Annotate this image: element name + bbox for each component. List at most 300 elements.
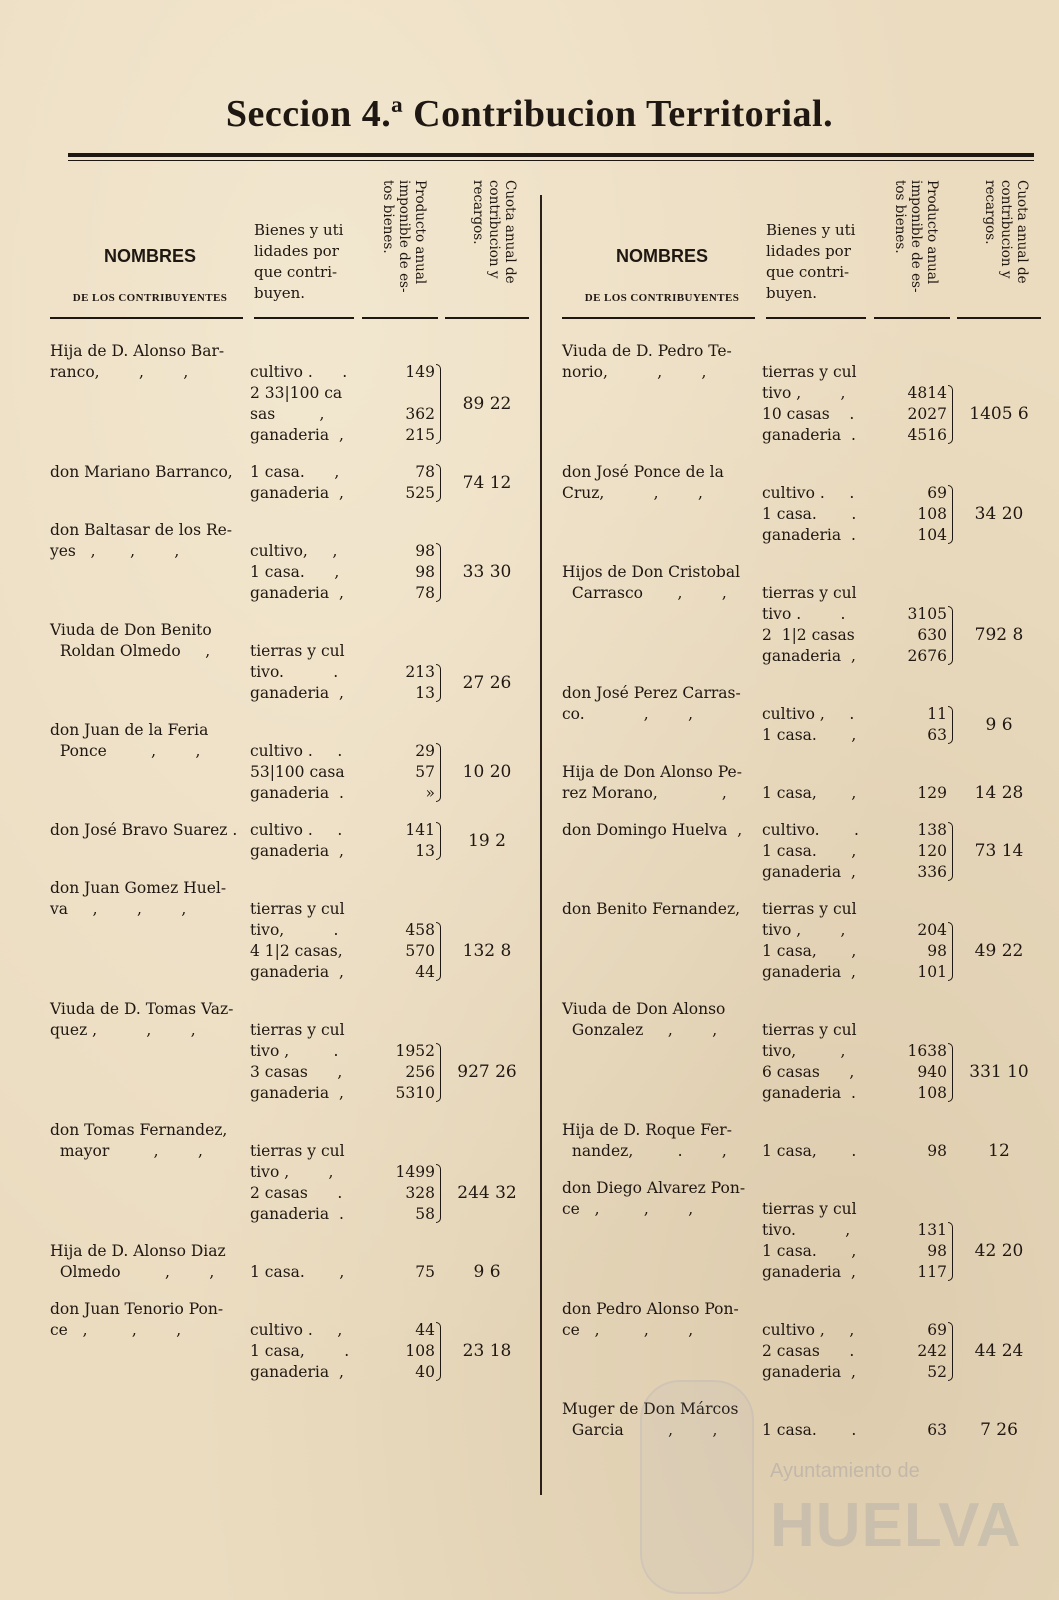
cuota-value: 927 26 <box>457 1062 517 1082</box>
bienes-item <box>762 941 947 962</box>
producto-value: 129 <box>917 784 947 802</box>
name-line: Muger de Don Márcos <box>562 1400 739 1418</box>
cuota-value: 33 30 <box>462 562 512 582</box>
table-row <box>562 683 1042 746</box>
producto-value: 2027 <box>907 405 947 423</box>
bienes-item <box>250 962 435 983</box>
table-row <box>50 1120 530 1225</box>
producto-value: » <box>425 784 435 802</box>
bienes-label: tivo. , <box>762 1221 851 1239</box>
table-row <box>562 1178 1042 1283</box>
table-row <box>50 820 530 862</box>
bienes-item <box>250 820 435 841</box>
producto-value: 120 <box>917 842 947 860</box>
producto-value: 108 <box>405 1342 435 1360</box>
producto-value: 5310 <box>395 1084 435 1102</box>
table-row <box>562 762 1042 804</box>
bienes-item <box>250 899 435 920</box>
bienes-label: ganaderia , <box>762 963 856 981</box>
bienes-label: cultivo , , <box>762 1321 855 1339</box>
bienes-item <box>762 1241 947 1262</box>
header-producto: Producto anual imponible de es- tos bienes. <box>892 180 940 293</box>
producto-value: 29 <box>415 742 435 760</box>
producto-value: 13 <box>415 842 435 860</box>
bienes-item <box>250 425 435 446</box>
bienes-label: ganaderia , <box>762 1263 856 1281</box>
header-bienes: Bienes y uti lidades por que contri- buyen. <box>254 221 344 302</box>
bienes-item <box>762 504 947 525</box>
bienes-label: tierras y cul <box>250 900 345 918</box>
bienes-label: sas , <box>250 405 325 423</box>
bienes-item <box>762 1041 947 1062</box>
bienes-list <box>250 341 435 446</box>
bienes-list <box>250 520 435 604</box>
table-row <box>562 1120 1042 1162</box>
producto-value: 1952 <box>395 1042 435 1060</box>
name-line: Viuda de Don Alonso <box>562 1000 726 1018</box>
bienes-label: ganaderia , <box>250 1363 344 1381</box>
name-line: Viuda de D. Pedro Te- <box>562 342 732 360</box>
bienes-label: ganaderia , <box>762 1363 856 1381</box>
name-line: don Baltasar de los Re- <box>50 521 233 539</box>
table-row <box>50 520 530 604</box>
bienes-label: tierras y cul <box>762 1200 857 1218</box>
table-row <box>562 899 1042 983</box>
bienes-label: tierras y cul <box>762 363 857 381</box>
column-header-left <box>50 180 530 318</box>
cuota-value: 14 28 <box>974 783 1024 803</box>
name-line: Hijos de Don Cristobal <box>562 563 741 581</box>
bracket-brace <box>948 385 953 444</box>
header-rule <box>362 317 438 319</box>
header-rule <box>254 317 354 319</box>
producto-value: 63 <box>927 1421 947 1439</box>
producto-value: 101 <box>917 963 947 981</box>
bienes-label: ganaderia . <box>762 526 856 544</box>
name-line: quez , , , <box>50 1021 196 1039</box>
producto-value: 58 <box>415 1205 435 1223</box>
header-bienes: Bienes y uti lidades por que contri- buyen. <box>766 221 856 302</box>
producto-value: 1499 <box>395 1163 435 1181</box>
bienes-item <box>762 1262 947 1283</box>
name-line: Hija de Don Alonso Pe- <box>562 763 742 781</box>
producto-value: 131 <box>917 1221 947 1239</box>
bienes-list <box>762 999 947 1104</box>
bienes-item <box>762 1362 947 1383</box>
bienes-label: 1 casa. . <box>762 505 857 523</box>
producto-value: 104 <box>917 526 947 544</box>
bienes-item <box>250 483 435 504</box>
bienes-label: ganaderia , <box>250 1084 344 1102</box>
producto-value: 117 <box>917 1263 947 1281</box>
bracket-brace <box>948 1322 953 1381</box>
cuota-value: 49 22 <box>974 941 1024 961</box>
producto-value: 362 <box>405 405 435 423</box>
table-row <box>562 999 1042 1104</box>
bienes-label: 53|100 casa <box>250 763 345 781</box>
producto-value: 69 <box>927 1321 947 1339</box>
name-line: Carrasco , , <box>562 584 727 602</box>
producto-value: 75 <box>415 1263 435 1281</box>
bienes-item <box>762 820 947 841</box>
producto-value: 213 <box>405 663 435 681</box>
name-line: rez Morano, , <box>562 784 727 802</box>
table-row <box>562 820 1042 883</box>
bienes-item <box>762 1083 947 1104</box>
bienes-item <box>250 583 435 604</box>
name-line: Garcia , , <box>562 1421 718 1439</box>
bracket-brace <box>948 606 953 665</box>
bienes-list <box>250 820 435 862</box>
table-row <box>50 1299 530 1383</box>
bienes-label: 4 1|2 casas, <box>250 942 343 960</box>
producto-value: 44 <box>415 963 435 981</box>
bienes-item <box>762 1020 947 1041</box>
bienes-label: tivo, . <box>250 921 339 939</box>
producto-value: 98 <box>415 563 435 581</box>
bienes-list <box>250 1120 435 1225</box>
name-line: nandez, . , <box>562 1142 727 1160</box>
producto-value: 98 <box>927 1142 947 1160</box>
contribuyente-name <box>50 341 250 383</box>
contribuyente-name <box>562 762 762 804</box>
bienes-item <box>762 583 947 604</box>
bienes-label: ganaderia . <box>762 426 856 444</box>
bienes-label: 1 casa. , <box>762 1242 857 1260</box>
producto-value: 78 <box>415 584 435 602</box>
bienes-label: tivo , . <box>250 1042 339 1060</box>
producto-value: 328 <box>405 1184 435 1202</box>
producto-value: 40 <box>415 1363 435 1381</box>
bienes-label: tivo , , <box>762 921 846 939</box>
name-line: ce , , , <box>50 1321 182 1339</box>
bienes-list <box>762 899 947 983</box>
producto-value: 215 <box>405 426 435 444</box>
bienes-item <box>762 1062 947 1083</box>
name-line: ranco, , , <box>50 363 189 381</box>
name-line: va , , , <box>50 900 187 918</box>
bienes-label: 1 casa. , <box>762 842 857 860</box>
left-column <box>50 180 530 1500</box>
cuota-value: 132 8 <box>462 941 512 961</box>
bienes-list <box>250 1299 435 1383</box>
bienes-item <box>250 941 435 962</box>
contribuyente-name <box>50 720 250 762</box>
producto-value: 940 <box>917 1063 947 1081</box>
bienes-label: 3 casas , <box>250 1063 343 1081</box>
bracket-brace <box>436 1322 441 1381</box>
cuota-value: 44 24 <box>974 1341 1024 1361</box>
name-line: Hija de D. Roque Fer- <box>562 1121 732 1139</box>
bienes-label: ganaderia . <box>250 1205 344 1223</box>
contribuyente-name <box>50 462 250 483</box>
name-line: don José Ponce de la <box>562 463 724 481</box>
bienes-item <box>250 1083 435 1104</box>
bienes-item <box>762 1320 947 1341</box>
table-row <box>50 1241 530 1283</box>
cuota-value: 89 22 <box>462 393 512 414</box>
bracket-brace <box>436 743 441 802</box>
cuota-value: 19 2 <box>468 830 506 851</box>
bienes-list <box>250 720 435 804</box>
bracket-brace <box>948 1222 953 1281</box>
name-line: don Juan Gomez Huel- <box>50 879 227 897</box>
header-rule <box>766 317 866 319</box>
name-line: don Pedro Alonso Pon- <box>562 1300 739 1318</box>
producto-value: 11 <box>927 705 947 723</box>
watermark-big: HUELVA <box>770 1491 1022 1560</box>
bienes-list <box>762 562 947 667</box>
name-line: ce , , , <box>562 1200 694 1218</box>
bracket-brace <box>948 1043 953 1102</box>
right-column <box>562 180 1042 1500</box>
bienes-item <box>762 1341 947 1362</box>
contribuyente-name <box>50 1299 250 1341</box>
bienes-item <box>762 1420 947 1441</box>
header-nombres: NOMBRES <box>103 246 196 266</box>
cuota-value: 7 26 <box>980 1420 1018 1440</box>
bienes-label: tierras y cul <box>762 1021 857 1039</box>
cuota-value: 792 8 <box>974 625 1024 645</box>
bienes-list <box>762 1120 947 1162</box>
bienes-item <box>762 483 947 504</box>
bienes-item <box>250 1341 435 1362</box>
bienes-label: tivo, , <box>762 1042 846 1060</box>
name-line: Roldan Olmedo , <box>50 642 211 660</box>
name-line: Gonzalez , , <box>562 1021 718 1039</box>
table-row <box>50 878 530 983</box>
name-line: don Mariano Barranco, <box>50 463 233 481</box>
bienes-item <box>250 462 435 483</box>
bienes-list <box>762 341 947 446</box>
producto-value: 3105 <box>907 605 947 623</box>
bracket-brace <box>948 822 953 881</box>
producto-value: 108 <box>917 505 947 523</box>
bienes-item <box>762 920 947 941</box>
bienes-label: 2 1|2 casas <box>762 626 855 644</box>
producto-value: 2676 <box>907 647 947 665</box>
cuota-value: 27 26 <box>462 672 512 693</box>
bienes-label: tierras y cul <box>762 584 857 602</box>
bienes-item <box>762 525 947 546</box>
cuota-value: 331 10 <box>969 1062 1029 1082</box>
bienes-list <box>762 462 947 546</box>
bienes-item <box>250 841 435 862</box>
bienes-label: 2 casas . <box>762 1342 855 1360</box>
name-line: Viuda de Don Benito <box>50 621 212 639</box>
bienes-label: ganaderia , <box>762 647 856 665</box>
name-line: don Juan Tenorio Pon- <box>50 1300 224 1318</box>
table-row <box>562 1399 1042 1441</box>
page-title: Seccion 4.ª Contribucion Territorial. <box>225 93 834 135</box>
bienes-label: 1 casa, , <box>762 942 857 960</box>
producto-value: 458 <box>405 921 435 939</box>
name-line: don Tomas Fernandez, <box>50 1121 228 1139</box>
bienes-list <box>762 1299 947 1383</box>
bienes-label: 1 casa. , <box>250 463 340 481</box>
bienes-item <box>762 646 947 667</box>
header-rule <box>50 317 243 319</box>
bienes-item <box>762 783 947 804</box>
contribuyente-name <box>562 1120 762 1162</box>
bienes-label: tierras y cul <box>762 900 857 918</box>
bienes-label: ganaderia , <box>250 584 344 602</box>
header-nombres-sub: DE LOS CONTRIBUYENTES <box>72 292 228 304</box>
producto-value: 630 <box>917 626 947 644</box>
bienes-label: 1 casa, , <box>762 784 857 802</box>
bienes-list <box>250 462 435 504</box>
table-row <box>50 620 530 704</box>
bienes-list <box>250 1241 435 1283</box>
contribuyente-name <box>562 1178 762 1220</box>
name-line: Viuda de D. Tomas Vaz- <box>50 1000 234 1018</box>
bienes-label: tierras y cul <box>250 1142 345 1160</box>
header-cuota: Cuota anual de contribucion y recargos. <box>470 180 518 284</box>
bienes-label: cultivo . , <box>250 1321 343 1339</box>
bienes-item <box>250 1162 435 1183</box>
bienes-item <box>762 962 947 983</box>
cuota-value: 74 12 <box>462 472 512 493</box>
producto-value: 108 <box>917 1084 947 1102</box>
bracket-brace <box>436 543 441 602</box>
bienes-label: 10 casas . <box>762 405 855 423</box>
bienes-item <box>250 762 435 783</box>
bienes-label: tivo , , <box>762 384 846 402</box>
bienes-label: tivo , , <box>250 1163 334 1181</box>
entries-right <box>562 325 1042 1441</box>
bienes-item <box>762 425 947 446</box>
bienes-item <box>250 404 435 425</box>
bienes-item <box>250 1141 435 1162</box>
name-line: Hija de D. Alonso Bar- <box>50 342 225 360</box>
bracket-brace <box>948 706 953 744</box>
contribuyente-name <box>50 878 250 920</box>
header-rule <box>562 317 755 319</box>
bienes-item <box>762 841 947 862</box>
producto-value: 57 <box>415 763 435 781</box>
bienes-item <box>762 725 947 746</box>
bienes-item <box>762 862 947 883</box>
bienes-item <box>250 783 435 804</box>
contribuyente-name <box>50 820 250 841</box>
bienes-item <box>762 625 947 646</box>
header-nombres-sub: DE LOS CONTRIBUYENTES <box>584 292 740 304</box>
bienes-item <box>762 1220 947 1241</box>
bienes-label: cultivo . . <box>250 742 343 760</box>
table-row <box>50 462 530 504</box>
cuota-value: 9 6 <box>985 714 1013 735</box>
producto-value: 242 <box>917 1342 947 1360</box>
contribuyente-name <box>562 899 762 920</box>
bienes-item <box>762 383 947 404</box>
bienes-label: ganaderia , <box>250 842 344 860</box>
producto-value: 98 <box>927 942 947 960</box>
contribuyente-name <box>50 999 250 1041</box>
bracket-brace <box>436 1164 441 1223</box>
bienes-label: cultivo . . <box>250 821 343 839</box>
entries-left <box>50 325 530 1383</box>
cuota-value: 42 20 <box>974 1241 1024 1261</box>
table-row <box>50 999 530 1104</box>
producto-value: 98 <box>415 542 435 560</box>
bienes-item <box>250 1062 435 1083</box>
producto-value: 4516 <box>907 426 947 444</box>
bienes-label: ganaderia , <box>250 684 344 702</box>
bienes-item <box>762 604 947 625</box>
header-cuota: Cuota anual de contribucion y recargos. <box>982 180 1030 284</box>
bracket-brace <box>948 485 953 544</box>
producto-value: 63 <box>927 726 947 744</box>
bienes-list <box>762 1178 947 1283</box>
bienes-label: cultivo. . <box>762 821 859 839</box>
bracket-brace <box>948 922 953 981</box>
bienes-item <box>250 1362 435 1383</box>
bienes-list <box>762 683 947 746</box>
bienes-item <box>762 899 947 920</box>
cuota-value: 23 18 <box>462 1341 512 1361</box>
producto-value: 69 <box>927 484 947 502</box>
bienes-label: 1 casa, . <box>762 1142 857 1160</box>
bienes-item <box>250 1041 435 1062</box>
contribuyente-name <box>562 683 762 725</box>
name-line: co. , , <box>562 705 694 723</box>
table-row <box>562 462 1042 546</box>
table-row <box>50 341 530 446</box>
producto-value: 98 <box>927 1242 947 1260</box>
producto-value: 256 <box>405 1063 435 1081</box>
bienes-label: cultivo . . <box>250 363 348 381</box>
contribuyente-name <box>562 820 762 841</box>
name-line: don José Bravo Suarez . <box>50 821 238 839</box>
name-line: mayor , , <box>50 1142 203 1160</box>
name-line: Olmedo , , <box>50 1263 215 1281</box>
contribuyente-name <box>562 341 762 383</box>
name-line: norio, , , <box>562 363 707 381</box>
name-line: ce , , , <box>562 1321 694 1339</box>
cuota-value: 1405 6 <box>969 404 1029 424</box>
bienes-item <box>762 1199 947 1220</box>
bracket-brace <box>436 822 441 860</box>
bracket-brace <box>436 1043 441 1102</box>
table-row <box>562 341 1042 446</box>
producto-value: 204 <box>917 921 947 939</box>
bienes-label: 1 casa. , <box>250 1263 345 1281</box>
bienes-item <box>250 741 435 762</box>
title-rule-thin <box>68 160 1034 161</box>
bienes-label: ganaderia , <box>250 426 344 444</box>
archive-stamp <box>640 1380 754 1594</box>
producto-value: 141 <box>405 821 435 839</box>
producto-value: 13 <box>415 684 435 702</box>
name-line: yes , , , <box>50 542 180 560</box>
bienes-item <box>250 641 435 662</box>
table-row <box>562 1299 1042 1383</box>
name-line: Ponce , , <box>50 742 201 760</box>
name-line: don Juan de la Feria <box>50 721 209 739</box>
contribuyente-name <box>50 1241 250 1283</box>
bienes-item <box>250 541 435 562</box>
bracket-brace <box>436 464 441 502</box>
producto-value: 525 <box>405 484 435 502</box>
bienes-list <box>762 1399 947 1441</box>
name-line: don José Perez Carras- <box>562 684 741 702</box>
bienes-label: 1 casa. , <box>762 726 857 744</box>
bienes-item <box>250 362 435 383</box>
bienes-label: 1 casa. , <box>250 563 340 581</box>
header-rule <box>957 317 1041 319</box>
column-separator <box>540 195 542 1495</box>
producto-value: 52 <box>927 1363 947 1381</box>
